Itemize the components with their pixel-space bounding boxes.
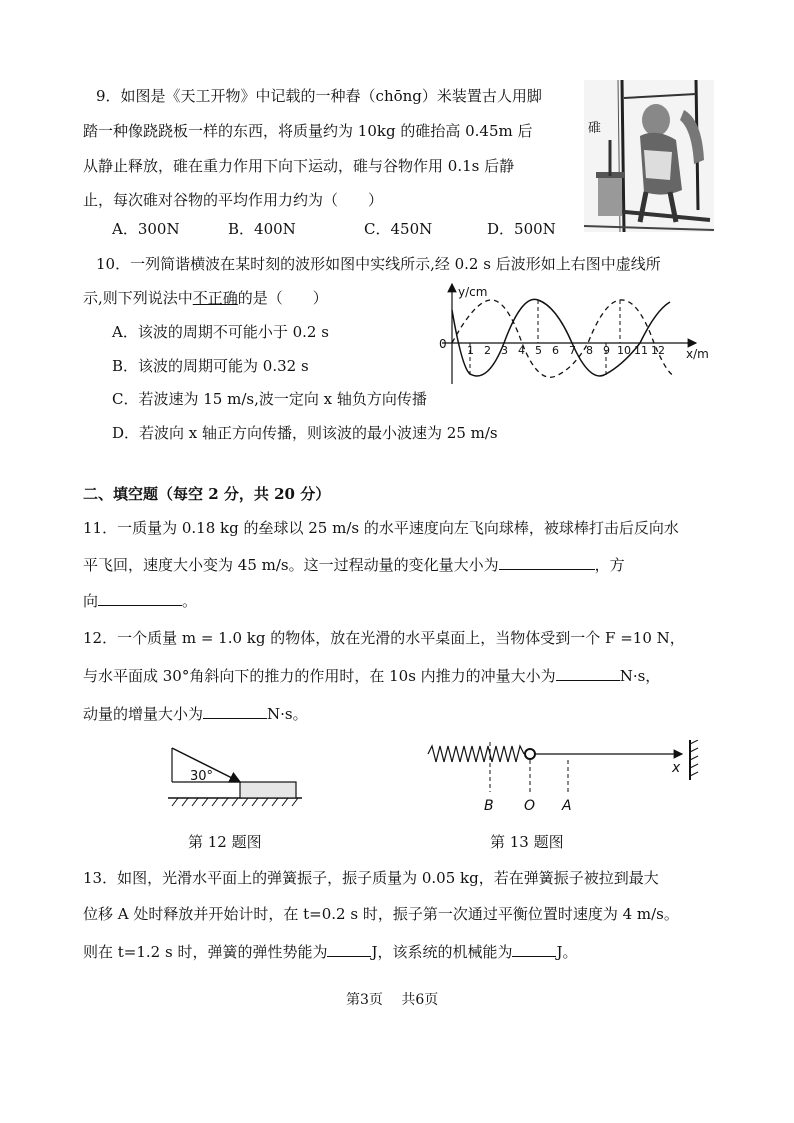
- q11-blank-1[interactable]: [499, 553, 595, 570]
- wave-tick-5: 5: [535, 344, 542, 357]
- q13-blank-2[interactable]: [512, 940, 556, 957]
- wave-solid-curve: [452, 299, 670, 376]
- wave-tick-9: 9: [603, 344, 610, 357]
- page-footer: 第3页 共6页: [346, 992, 439, 1008]
- wave-tick-6: 6: [552, 344, 559, 357]
- q13-spring: [428, 746, 524, 762]
- wave-tick-7: 7: [569, 344, 576, 357]
- q12-figure-caption: 第 12 题图: [188, 833, 262, 851]
- wave-tick-11: 11: [634, 344, 648, 357]
- q10-emphasis: 不正确: [192, 289, 238, 307]
- q10-line1: 10．一列简谐横波在某时刻的波形如图中实线所示,经 0.2 s 后波形如上右图中虚线所: [96, 255, 661, 273]
- q12-line3-post: N·s。: [267, 705, 308, 723]
- q13-label-b: B: [484, 798, 494, 814]
- q10-option-a: A．该波的周期不可能小于 0.2 s: [112, 323, 329, 341]
- q13-line3: [83, 940, 578, 962]
- wave-tick-1: 1: [467, 344, 474, 357]
- q12-line2: [83, 664, 660, 686]
- q10-option-d: D．若波向 x 轴正方向传播，则该波的最小波速为 25 m/s: [112, 424, 498, 442]
- pestle-illustration: [584, 80, 714, 232]
- q12-line3: [83, 702, 308, 724]
- q10-line2-pre: 示,则下列说法中: [83, 289, 193, 307]
- q11-blank-2[interactable]: [98, 589, 182, 606]
- q9-line1: 9．如图是《天工开物》中记载的一种舂（chōng）米装置古人用脚: [96, 87, 542, 105]
- q10-option-c: C．若波速为 15 m/s,波一定向 x 轴负方向传播: [112, 390, 427, 408]
- q9-line3: 从静止释放，碓在重力作用下向下运动，碓与谷物作用 0.1s 后静: [83, 157, 515, 175]
- q13-figure-caption: 第 13 题图: [490, 833, 564, 851]
- q11-line3: [83, 589, 197, 611]
- q9-option-d: D．500N: [487, 220, 556, 238]
- q11-line1: 11．一质量为 0.18 kg 的垒球以 25 m/s 的水平速度向左飞向球棒，被球棒打击后反向水: [83, 519, 679, 537]
- q11-line3-post: 。: [182, 592, 198, 610]
- q12-figure: [162, 744, 312, 810]
- q12-block: [240, 782, 296, 798]
- q13-line2: 位移 A 处时释放并开始计时，在 t=0.2 s 时，振子第一次通过平衡位置时速度为 4 m/s。: [83, 905, 679, 923]
- q12-angle-label: 30°: [190, 769, 214, 784]
- q13-label-o: O: [524, 798, 536, 814]
- wave-tick-3: 3: [501, 344, 508, 357]
- wave-y-label: y/cm: [458, 285, 488, 299]
- wave-tick-4: 4: [518, 344, 525, 357]
- q11-line3-pre: 向: [83, 592, 99, 610]
- wave-x-label: x/m: [686, 347, 709, 361]
- q13-line3-post: J。: [556, 943, 578, 961]
- q10-option-b: B．该波的周期可能为 0.32 s: [112, 357, 309, 375]
- q12-blank-1[interactable]: [556, 664, 620, 681]
- q12-line2-post: N·s，: [619, 667, 661, 685]
- q9-line4: 止，每次碓对谷物的平均作用力约为（ ）: [83, 191, 384, 209]
- wave-dashed-curve: [452, 300, 674, 377]
- q9-option-b: B．400N: [228, 220, 296, 238]
- pestle-label: 碓: [588, 121, 602, 136]
- q11-line2: [83, 553, 625, 575]
- q13-line1: 13．如图，光滑水平面上的弹簧振子，振子质量为 0.05 kg，若在弹簧振子被拉到最大: [83, 869, 659, 887]
- q13-blank-1[interactable]: [327, 940, 371, 957]
- q11-line2-pre: 平飞回，速度大小变为 45 m/s。这一过程动量的变化量大小为: [83, 556, 499, 574]
- wave-tick-8: 8: [586, 344, 593, 357]
- q13-line3-pre: 则在 t=1.2 s 时，弹簧的弹性势能为: [83, 943, 328, 961]
- q10-line2: [83, 288, 328, 308]
- q9-option-c: C．450N: [364, 220, 433, 238]
- q12-line2-pre: 与水平面成 30°角斜向下的推力的作用时，在 10s 内推力的冲量大小为: [83, 667, 556, 685]
- wave-tick-2: 2: [484, 344, 491, 357]
- q9-option-a: A．300N: [112, 220, 180, 238]
- q12-line3-pre: 动量的增量大小为: [83, 705, 204, 723]
- q11-line2-post: ，方: [594, 556, 625, 574]
- wave-tick-10: 10: [617, 344, 631, 357]
- q10-line2-post: 的是（ ）: [237, 289, 328, 307]
- q13-oscillator-ball: [525, 749, 535, 759]
- q13-line3-mid: J，该系统的机械能为: [371, 943, 513, 961]
- wave-origin: 0: [439, 337, 447, 351]
- q12-line1: 12．一个质量 m = 1.0 kg 的物体，放在光滑的水平桌面上，当物体受到一个 F =10 N，: [83, 629, 685, 647]
- section-2-title: 二、填空题（每空 2 分，共 20 分）: [83, 485, 331, 503]
- wave-tick-12: 12: [651, 344, 665, 357]
- q13-figure: [424, 740, 714, 818]
- q13-label-a: A: [562, 798, 572, 814]
- q9-line2: 踏一种像跷跷板一样的东西，将质量约为 10kg 的碓抬高 0.45m 后: [83, 122, 533, 140]
- q13-label-x: x: [672, 760, 681, 776]
- wave-graph: [434, 280, 714, 388]
- q12-blank-2[interactable]: [203, 702, 267, 719]
